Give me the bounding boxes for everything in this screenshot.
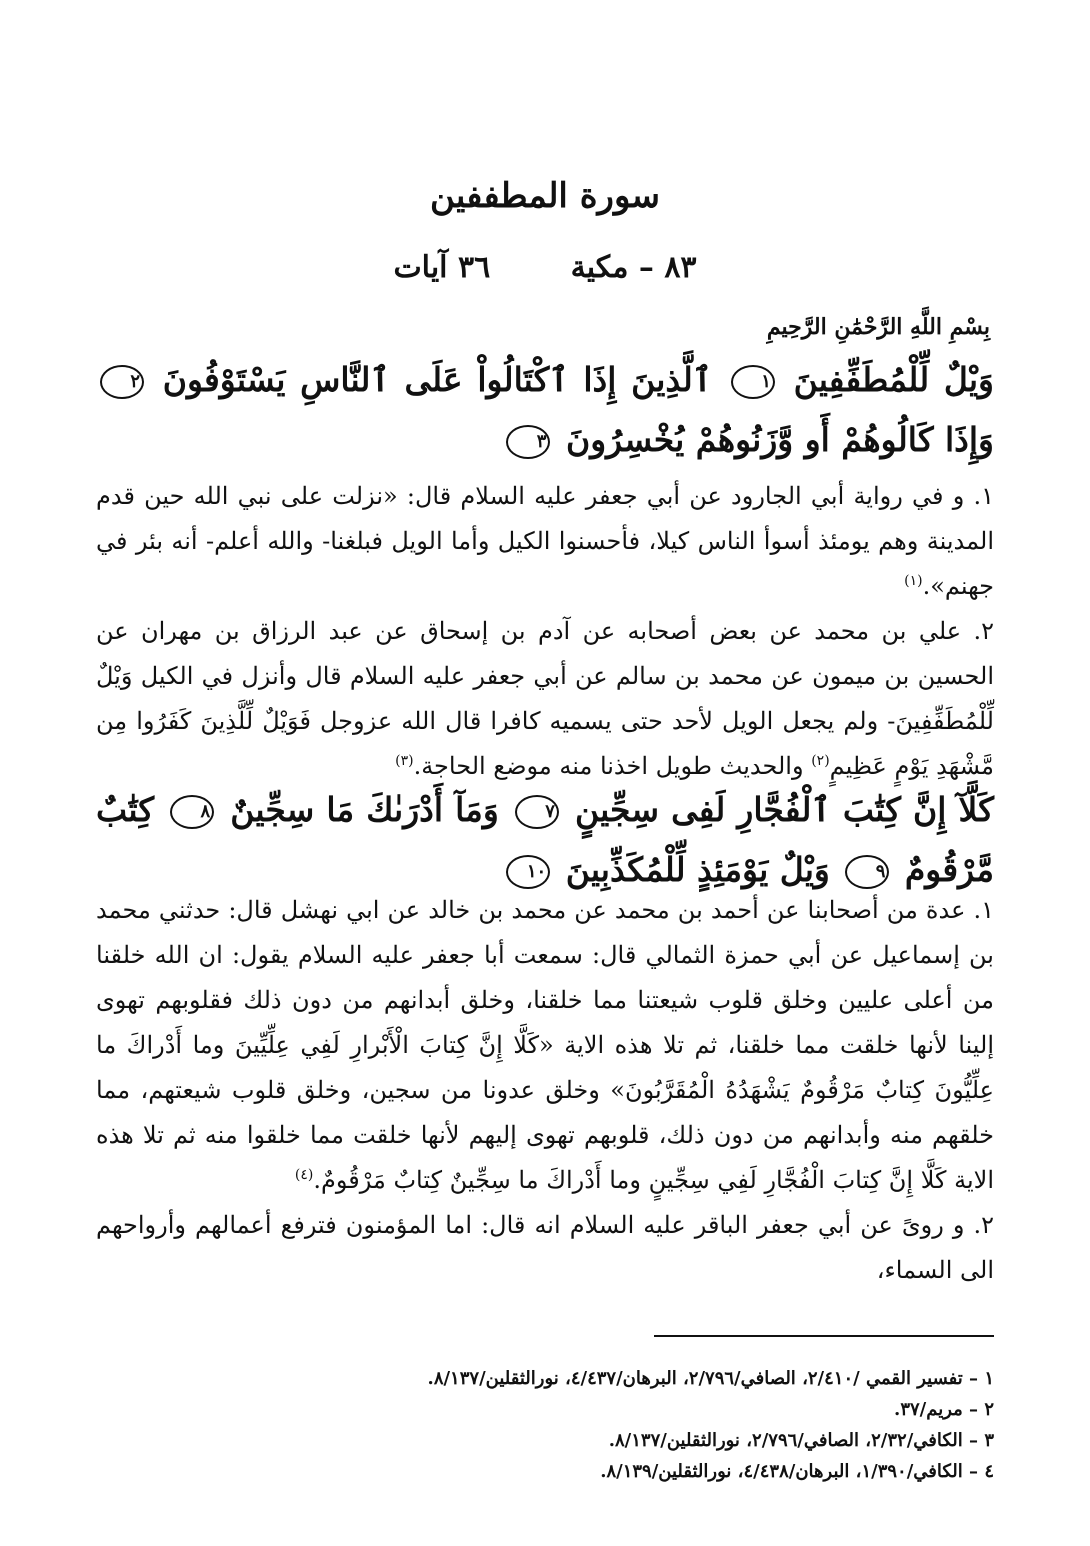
footnote-ref[interactable]: (٢) [811, 753, 830, 769]
quran-verses-2 [96, 780, 994, 900]
page-title: سورة المطففين [429, 176, 660, 216]
commentary-text: ١. عدة من أصحابنا عن أحمد بن محمد عن محمد بن خالد عن ابي نهشل قال: حدثني محمد بن إسماعيل عن أبي حمزة الثمالي قال: سمعت أبا جعفر عليه السلام يقول: ان الله خلقنا من أعلى عليين وخلق قلوب شيعتنا مما خلقنا، وخلق أبدانهم من دون ذلك فقلوبهم تهوى إلينا لأنها خلقت مما خلقنا، ثم تلا هذه الاية «كَلَّا إِنَّ كِتابَ الْأَبْرارِ لَفِي عِلِّيِّينَ وما أَدْراكَ ما عِلِّيُّونَ كِتابٌ مَرْقُومٌ يَشْهَدُهُ الْمُقَرَّبُونَ» وخلق عدونا من سجين، وخلق قلوب شيعتهم، مما خلقهم منه وأبدانهم من دون ذلك، قلوبهم تهوى إليهم لأنها خلقت مما خلقوا منه ثم تلا هذه الاية كَلَّا إِنَّ كِتابَ الْفُجَّارِ لَفِي سِجِّينٍ وما أَدْراكَ ما سِجِّينٌ كِتابٌ مَرْقُومٌ. [96, 896, 994, 1194]
verse-text: ٱلَّذِينَ إِذَا ٱكْتَالُواْ عَلَى ٱلنَّاسِ يَسْتَوْفُونَ [162, 360, 713, 399]
footnote-ref[interactable]: (٤) [294, 1167, 314, 1183]
verse-text: كِتَٰبٌ مَّرْقُومٌ [96, 790, 994, 889]
ayah-number-marker: ٧ [515, 795, 559, 829]
verse-text: وَمَآ أَدْرَىٰكَ مَا سِجِّينٌ [230, 790, 499, 829]
ayah-number-marker: ٩ [845, 855, 889, 889]
footnote-item: ١ – تفسير القمي /٢/٤١٠، الصافي/٢/٧٩٦، البرهان/٤/٤٣٧، نورالثقلين/٨/١٣٧. [427, 1368, 994, 1389]
commentary-text: ٢. علي بن محمد عن بعض أصحابه عن آدم بن إسحاق عن عبد الرزاق بن مهران عن الحسين بن ميمون عن محمد بن سالم عن أبي جعفر عليه السلام قال وأنزل في الكيل وَيْلٌ لِّلْمُطَفِّفِينَ- ولم يجعل الويل لأحد حتى يسميه كافرا قال الله عزوجل فَوَيْلٌ لِّلَّذِينَ كَفَرُوا مِن مَّشْهَدِ يَوْمٍ عَظِيمٍ [96, 617, 994, 780]
commentary-text: ٢. و روىً عن أبي جعفر الباقر عليه السلام انه قال: اما المؤمنون فترفع أعمالهم وأرواحهم الى السماء، [96, 1211, 994, 1284]
commentary-paragraph [96, 888, 994, 1203]
commentary-text: والحديث طويل اخذنا منه موضع الحاجة. [413, 752, 812, 780]
surah-meta [0, 250, 1090, 285]
footnote-divider [654, 1335, 994, 1337]
commentary-paragraph [96, 609, 994, 789]
verse-text: كَلَّآ إِنَّ كِتَٰبَ ٱلْفُجَّارِ لَفِى سِجِّينٍ [574, 790, 994, 829]
surah-number-place: ٨٣ – مكية [570, 250, 697, 285]
footnote-ref[interactable]: (١) [904, 573, 923, 589]
commentary-paragraph [96, 474, 994, 609]
basmala: بِسْمِ اللَّهِ الرَّحْمَٰنِ الرَّحِيمِ [766, 314, 990, 340]
footnote-item: ٤ – الكافي/١/٣٩٠، البرهان/٤/٤٣٨، نورالثقلين/٨/١٣٩. [600, 1461, 994, 1482]
commentary-section-2 [96, 888, 994, 1293]
commentary-section-1 [96, 474, 994, 789]
verse-text: وَإِذَا كَالُوهُمْ أَو وَّزَنُوهُمْ يُخْسِرُونَ [565, 420, 994, 459]
footnotes [96, 1363, 994, 1487]
ayah-number-marker: ٢ [100, 365, 144, 399]
footnote-ref[interactable]: (٣) [395, 753, 414, 769]
ayah-number-marker: ٨ [170, 795, 214, 829]
ayah-number-marker: ١ [731, 365, 775, 399]
verse-count: ٣٦ آيات [393, 250, 491, 285]
commentary-paragraph [96, 1203, 994, 1293]
verse-text: وَيْلٌ يَوْمَئِذٍ لِّلْمُكَذِّبِينَ [565, 850, 830, 889]
footnote-item: ٢ – مريم/٣٧. [894, 1399, 994, 1420]
ayah-number-marker: ٣ [506, 425, 550, 459]
footnote-item: ٣ – الكافي/٢/٣٢، الصافي/٢/٧٩٦، نورالثقلين/٨/١٣٧. [608, 1430, 994, 1451]
quran-verses-1 [96, 350, 994, 470]
ayah-number-marker: ١٠ [506, 855, 550, 889]
commentary-text: ١. و في رواية أبي الجارود عن أبي جعفر عليه السلام قال: «نزلت على نبي الله حين قدم المدينة وهم يومئذ أسوأ الناس كيلا، فأحسنوا الكيل وأما الويل فبلغنا- والله أعلم- أنه بئر في جهنم». [96, 482, 994, 600]
verse-text: وَيْلٌ لِّلْمُطَفِّفِينَ [793, 360, 994, 399]
